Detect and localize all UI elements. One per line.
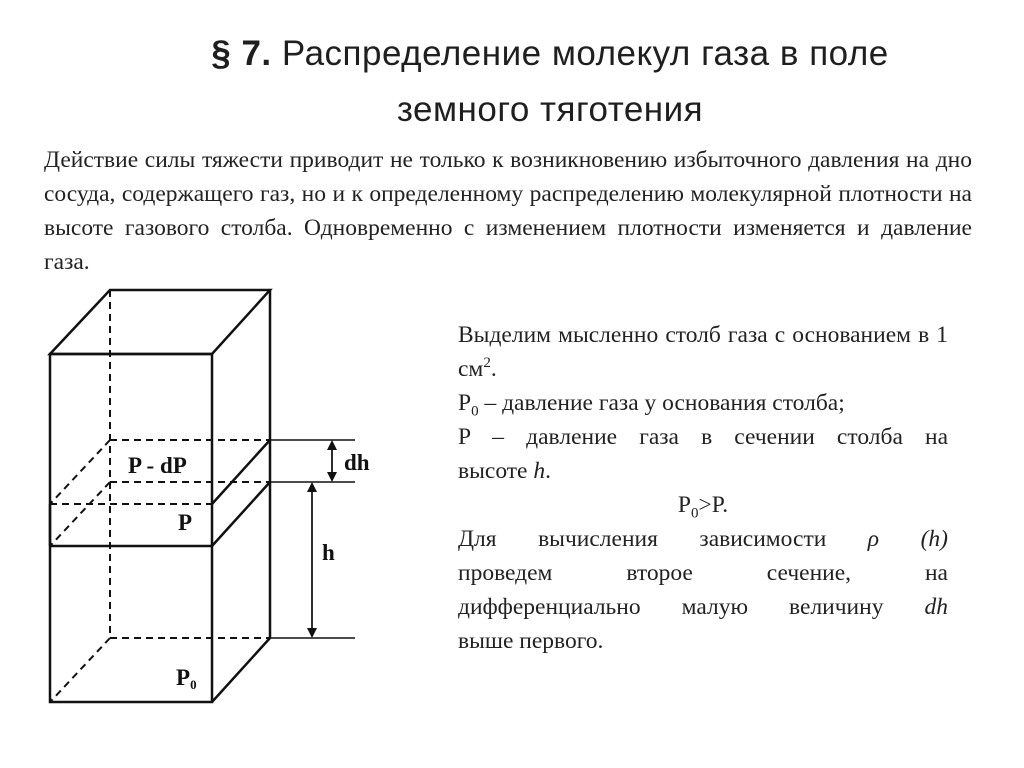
title-text-1: Распределение молекул газа в поле [281,34,889,73]
label-dh: dh [344,450,370,475]
label-section: P [178,510,193,535]
side-p4-line4: выше первого. [458,628,604,654]
side-p1: Выделим мысленно столб газа с основанием в 1 $см^2$. [458,322,948,382]
intro-paragraph: Действие силы тяжести приводит не только к возникновению избыточного давления на дно сосуда, содержащего газ, но и к определенному распределению молекулярной плотности на высоте газового столба. Одновременно с изменением плотности изменяется и давление газа. [44,147,972,275]
side-text [458,318,948,658]
label-top-section: P - dP [128,453,187,478]
pressure-relation: $P_0>P$. [677,492,729,522]
side-p2: $P_0$ – давление газа у основания столба; [458,390,845,420]
label-base: P0 [176,665,197,692]
side-p4-line3: дифференциально малую величину dh [458,594,948,620]
side-p4-line2: проведем второе сечение, на [458,560,948,586]
side-p3-line2: высоте h. [458,458,551,484]
label-h: h [322,540,335,565]
visible-edges [50,290,270,702]
dimension-lines [270,440,355,638]
slide-title [120,26,980,138]
side-p4-line1: Для вычисления зависимости ρ (h) [458,526,948,552]
side-p3-line1: P – давление газа в сечении столба на [458,424,948,450]
title-line-2: земного тяготения [396,90,704,129]
title-line-1 [120,26,980,82]
section-number: § 7. [211,34,272,73]
hidden-edges [50,290,270,702]
gas-column-diagram [40,282,370,712]
